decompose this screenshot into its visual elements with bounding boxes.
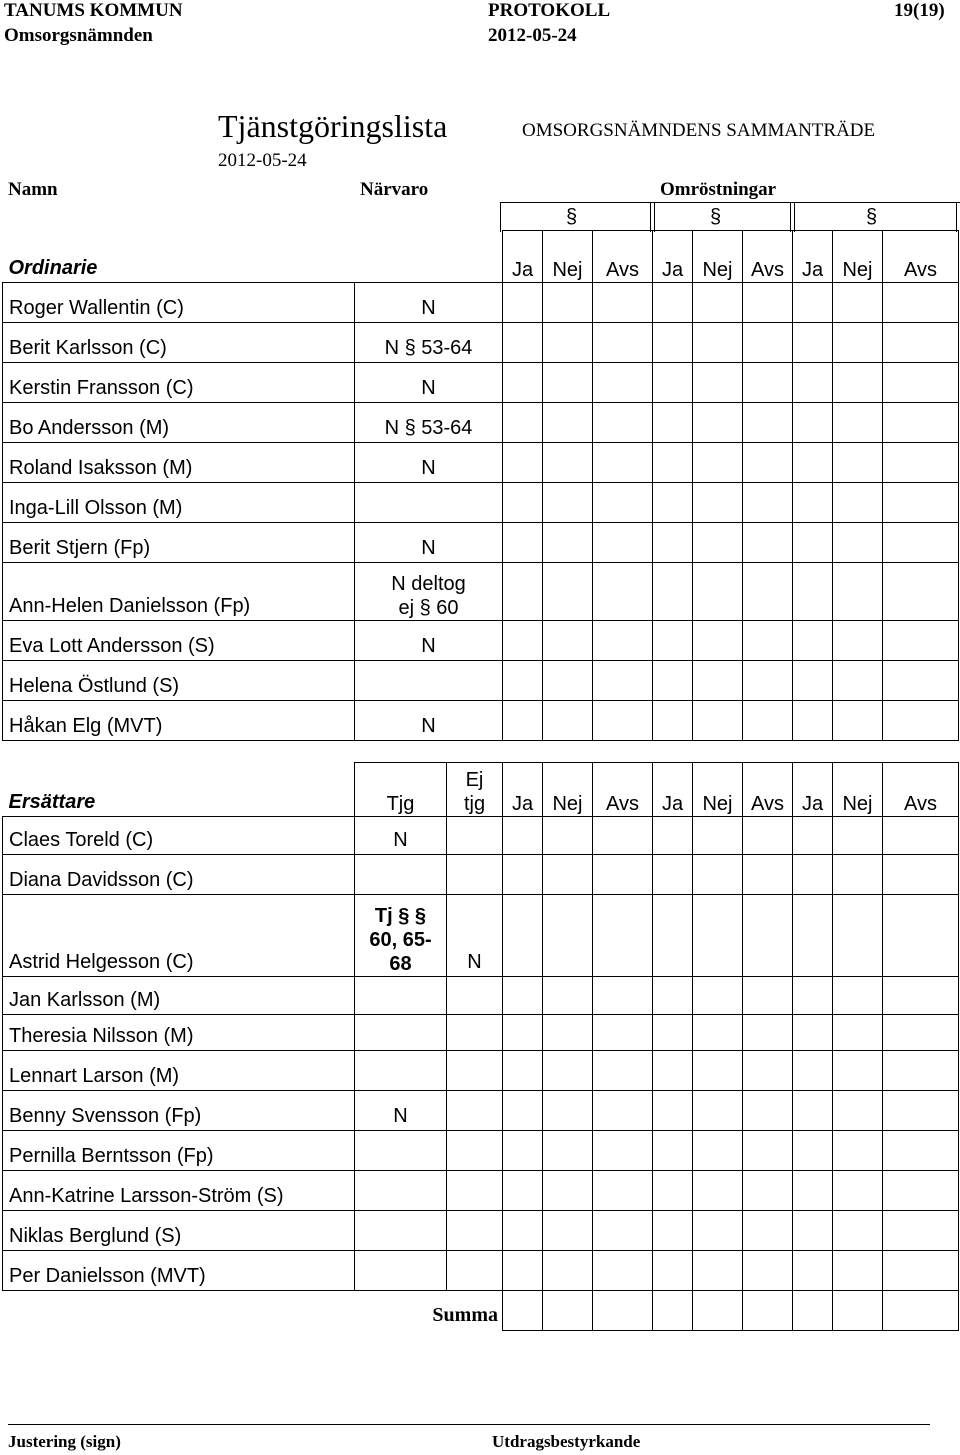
vote-col-avs-1: Avs xyxy=(593,763,653,817)
ej-tjg-cell xyxy=(447,1091,503,1131)
vote-col-ja-1: Ja xyxy=(503,763,543,817)
footer-utdragsbestyrkande: Utdragsbestyrkande xyxy=(492,1432,641,1451)
committee-name: Omsorgsnämnden xyxy=(4,25,153,46)
tjg-cell: Tj § § 60, 65-68 xyxy=(355,895,447,977)
substitute-name: Benny Svensson (Fp) xyxy=(3,1091,355,1131)
document-type: PROTOKOLL xyxy=(488,0,611,21)
table-row xyxy=(3,661,959,701)
tjg-cell xyxy=(355,977,447,1015)
col-ej-tjg: Ej tjg xyxy=(447,763,503,817)
table-row xyxy=(3,523,959,563)
list-title: Tjänstgöringslista xyxy=(218,108,448,144)
presence-cell: N xyxy=(355,363,503,403)
table-row xyxy=(3,977,959,1015)
ej-tjg-cell xyxy=(447,1211,503,1251)
substitute-name: Lennart Larson (M) xyxy=(3,1051,355,1091)
tjg-cell: N xyxy=(355,817,447,855)
ej-tjg-cell xyxy=(447,1171,503,1211)
table-row xyxy=(3,817,959,855)
tjg-cell xyxy=(355,1131,447,1171)
member-name: Roland Isaksson (M) xyxy=(3,443,355,483)
tjg-cell xyxy=(355,1251,447,1291)
substitute-name: Jan Karlsson (M) xyxy=(3,977,355,1015)
member-name: Håkan Elg (MVT) xyxy=(3,701,355,741)
presence-cell: N xyxy=(355,621,503,661)
page-number: 19(19) xyxy=(894,0,945,21)
vote-col-nej-1: Nej xyxy=(543,763,593,817)
vote-col-avs-1: Avs xyxy=(593,231,653,283)
presence-cell: N § 53-64 xyxy=(355,323,503,363)
table-row xyxy=(3,483,959,523)
substitute-name: Astrid Helgesson (C) xyxy=(3,895,355,977)
member-name: Inga-Lill Olsson (M) xyxy=(3,483,355,523)
table-row xyxy=(3,1171,959,1211)
table-row xyxy=(3,1015,959,1051)
table-row xyxy=(3,283,959,323)
ersattare-table xyxy=(2,762,959,1331)
tjg-cell xyxy=(355,1211,447,1251)
table-row xyxy=(3,855,959,895)
vote-col-avs-2: Avs xyxy=(743,763,793,817)
footer-justering: Justering (sign) xyxy=(8,1432,121,1451)
table-row xyxy=(3,895,959,977)
vote-col-avs-2: Avs xyxy=(743,231,793,283)
tjg-cell: N xyxy=(355,1091,447,1131)
ej-tjg-cell xyxy=(447,977,503,1015)
header-narvaro: Närvaro xyxy=(360,179,429,200)
summa-row xyxy=(3,1291,959,1331)
substitute-name: Per Danielsson (MVT) xyxy=(3,1251,355,1291)
table-row xyxy=(3,443,959,483)
presence-cell: N xyxy=(355,701,503,741)
table-row xyxy=(3,363,959,403)
member-name: Helena Östlund (S) xyxy=(3,661,355,701)
table-row xyxy=(3,701,959,741)
table-row xyxy=(3,323,959,363)
member-name: Berit Karlsson (C) xyxy=(3,323,355,363)
tjg-cell xyxy=(355,1171,447,1211)
table-row xyxy=(3,563,959,621)
header-namn: Namn xyxy=(8,179,58,200)
paragraph-mark-2: § xyxy=(710,206,722,228)
member-name: Berit Stjern (Fp) xyxy=(3,523,355,563)
substitute-name: Niklas Berglund (S) xyxy=(3,1211,355,1251)
paragraph-mark-3: § xyxy=(866,206,878,228)
table-row xyxy=(3,1091,959,1131)
substitute-name: Ann-Katrine Larsson-Ström (S) xyxy=(3,1171,355,1211)
list-subtitle: OMSORGSNÄMNDENS SAMMANTRÄDE xyxy=(522,120,876,141)
substitute-name: Diana Davidsson (C) xyxy=(3,855,355,895)
presence-cell: N § 53-64 xyxy=(355,403,503,443)
ordinarie-header-row xyxy=(3,231,959,283)
tjg-cell xyxy=(355,1051,447,1091)
ej-tjg-cell: N xyxy=(447,895,503,977)
presence-cell: N xyxy=(355,523,503,563)
table-row xyxy=(3,1131,959,1171)
presence-cell xyxy=(355,483,503,523)
municipality-name: TANUMS KOMMUN xyxy=(4,0,183,21)
vote-col-ja-1: Ja xyxy=(503,231,543,283)
member-name: Bo Andersson (M) xyxy=(3,403,355,443)
table-row xyxy=(3,1051,959,1091)
header-omrostningar: Omröstningar xyxy=(660,179,777,200)
vote-col-avs-3: Avs xyxy=(883,231,959,283)
vote-col-avs-3: Avs xyxy=(883,763,959,817)
ersattare-header-row xyxy=(3,763,959,817)
col-tjg: Tjg xyxy=(355,763,447,817)
presence-cell xyxy=(355,661,503,701)
vote-col-ja-2: Ja xyxy=(653,763,693,817)
vote-col-nej-1: Nej xyxy=(543,231,593,283)
presence-cell: N xyxy=(355,283,503,323)
table-row xyxy=(3,621,959,661)
ej-tjg-cell xyxy=(447,1251,503,1291)
ej-tjg-cell xyxy=(447,1131,503,1171)
ordinarie-table xyxy=(2,230,959,741)
ordinarie-label: Ordinarie xyxy=(8,257,98,279)
substitute-name: Pernilla Berntsson (Fp) xyxy=(3,1131,355,1171)
ersattare-label: Ersättare xyxy=(8,791,96,813)
ej-tjg-cell xyxy=(447,1015,503,1051)
table-row xyxy=(3,1251,959,1291)
substitute-name: Theresia Nilsson (M) xyxy=(3,1015,355,1051)
vote-col-nej-3: Nej xyxy=(833,763,883,817)
presence-cell: N xyxy=(355,443,503,483)
table-row xyxy=(3,403,959,443)
meeting-date: 2012-05-24 xyxy=(488,25,577,46)
paragraph-mark-1: § xyxy=(566,206,578,228)
ej-tjg-cell xyxy=(447,855,503,895)
tjg-cell xyxy=(355,1015,447,1051)
vote-col-nej-2: Nej xyxy=(693,231,743,283)
ej-tjg-cell xyxy=(447,817,503,855)
substitute-name: Claes Toreld (C) xyxy=(3,817,355,855)
vote-col-ja-2: Ja xyxy=(653,231,693,283)
table-row xyxy=(3,1211,959,1251)
vote-col-ja-3: Ja xyxy=(793,763,833,817)
member-name: Eva Lott Andersson (S) xyxy=(3,621,355,661)
vote-col-nej-2: Nej xyxy=(693,763,743,817)
vote-col-ja-3: Ja xyxy=(793,231,833,283)
member-name: Ann-Helen Danielsson (Fp) xyxy=(3,563,355,621)
member-name: Kerstin Fransson (C) xyxy=(3,363,355,403)
member-name: Roger Wallentin (C) xyxy=(3,283,355,323)
list-date: 2012-05-24 xyxy=(218,150,307,171)
presence-cell: N deltog ej § 60 xyxy=(355,563,503,621)
footer-divider xyxy=(8,1424,930,1425)
ej-tjg-cell xyxy=(447,1051,503,1091)
summa-label: Summa xyxy=(432,1303,498,1326)
vote-col-nej-3: Nej xyxy=(833,231,883,283)
tjg-cell xyxy=(355,855,447,895)
